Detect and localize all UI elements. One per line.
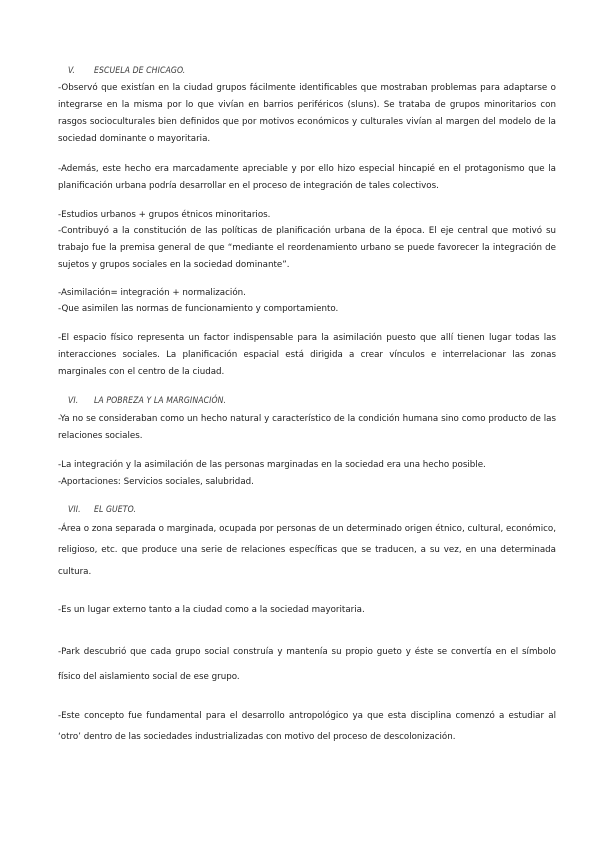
section-heading-vii bbox=[68, 505, 136, 515]
paragraph-asimilacion: -Asimilación= integración + normalización. bbox=[58, 288, 246, 298]
paragraph-area-zona: -Área o zona separada o marginada, ocupada por personas de un determinado origen étnico, cultural, económico, religioso, etc. que produce una serie de relaciones específicas que se traducen, a su vez, en una determinada cultura. bbox=[58, 524, 556, 577]
paragraph-park: -Park descubrió que cada grupo social construía y mantenía su propio gueto y éste se convertía en el símbolo físico del aislamiento social de ese grupo. bbox=[58, 647, 556, 683]
section-number: VI. bbox=[68, 396, 79, 406]
section-heading-v bbox=[68, 66, 185, 76]
paragraph-aportaciones: -Aportaciones: Servicios sociales, salubridad. bbox=[58, 477, 254, 487]
paragraph-integracion: -La integración y la asimilación de las personas marginadas en la sociedad era una hecho posible. bbox=[58, 460, 486, 470]
section-title: LA POBREZA Y LA MARGINACIÓN. bbox=[94, 396, 227, 406]
paragraph-observo: -Observó que existían en la ciudad grupos fácilmente identificables que mostraban problemas para adaptarse o integrarse en la misma por lo que vivían en barrios periféricos (sluns). Se trataba de grupos minoritarios con rasgos socioculturales bien definidos que por motivos económicos y culturales vivían al margen del modelo de la sociedad dominante o mayoritaria. bbox=[58, 83, 556, 144]
paragraph-concepto: -Este concepto fue fundamental para el desarrollo antropológico ya que esta disciplina comenzó a estudiar al ‘otro’ dentro de las sociedades industrializadas con motivo del proceso de descolonización. bbox=[58, 711, 556, 743]
section-number: V. bbox=[68, 66, 75, 76]
paragraph-ademas: -Además, este hecho era marcadamente apreciable y por ello hizo especial hincapié en el protagonismo que la planificación urbana podría desarrollar en el proceso de integración de tales colectivos. bbox=[58, 164, 556, 191]
paragraph-ya-no: -Ya no se consideraban como un hecho natural y característico de la condición humana sino como producto de las relaciones sociales. bbox=[58, 414, 556, 441]
paragraph-contribuyo: -Contribuyó a la constitución de las políticas de planificación urbana de la época. El eje central que motivó su trabajo fue la premisa general de que “mediante el reordenamiento urbano se puede favorecer la integración de sujetos y grupos sociales en la sociedad dominante”. bbox=[58, 226, 556, 270]
paragraph-lugar-externo: -Es un lugar externo tanto a la ciudad como a la sociedad mayoritaria. bbox=[58, 605, 365, 615]
paragraph-normas: -Que asimilen las normas de funcionamiento y comportamiento. bbox=[58, 304, 339, 314]
section-title: ESCUELA DE CHICAGO. bbox=[94, 66, 186, 76]
paragraph-espacio-fisico: -El espacio físico representa un factor indispensable para la asimilación puesto que allí tienen lugar todas las interacciones sociales. La planificación espacial está dirigida a crear vínculos e interrelacionar las zonas marginales con el centro de la ciudad. bbox=[58, 333, 556, 377]
section-number: VII. bbox=[68, 505, 81, 515]
section-title: EL GUETO. bbox=[94, 505, 136, 515]
paragraph-estudios-urbanos: -Estudios urbanos + grupos étnicos minoritarios. bbox=[58, 210, 271, 220]
section-heading-vi bbox=[68, 396, 226, 406]
